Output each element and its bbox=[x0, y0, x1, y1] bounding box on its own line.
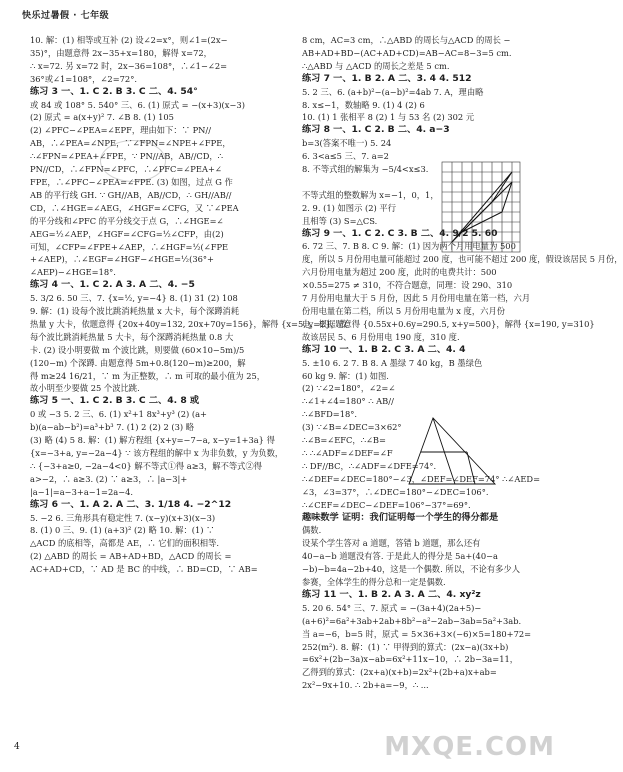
left-line: 8. (1) 0 三、9. (1) (a+3)² (2) 略 10. 解：(1) ∵ bbox=[30, 525, 215, 536]
right-line: ∴∠BFD=18°. bbox=[302, 409, 358, 420]
right-line: ∴△ABD 与 △ACD 的周长之差是 5 cm. bbox=[302, 60, 450, 71]
right-line: 40−a−b 道题没有答. 于是此人的得分是 5a+(40−a bbox=[302, 551, 498, 562]
right-line: 5. 20 6. 54° 三、7. 原式 = −(3a+4)(2a+5)− bbox=[302, 602, 482, 613]
left-line: 练习 6 一、1. A 2. A 二、3. 1/18 4. −2^12 bbox=[30, 498, 232, 510]
left-line: (120−m) 个深蹲. 由题意得 5m+0.8(120−m)≥200，解 bbox=[30, 357, 246, 368]
right-line: ∴∠B=∠EFC，∴∠B= bbox=[302, 435, 386, 446]
right-line: 8. x≤−1，数轴略 9. (1) 4 (2) 6 bbox=[302, 99, 425, 110]
right-line: 练习 8 一、1. C 2. B 二、4. a−3 bbox=[302, 124, 450, 136]
right-line: ∴∠DEF=∠DEC=180°−∠3，∠DEF=∠DEF=74° ∴∠AED= bbox=[302, 473, 541, 484]
left-line: ∠AEP)−∠HGE=18°. bbox=[30, 267, 116, 278]
right-line: 参赛，全体学生的得分总和一定是偶数. bbox=[302, 577, 446, 588]
right-line: 六月份用电量为超过 200 度，此时的电费共计：500 bbox=[302, 267, 497, 278]
right-line: b=3(答案不唯一) 5. 24 bbox=[302, 138, 392, 149]
right-line: 8 cm，AC=3 cm，∴△ABD 的周长与△ACD 的周长 − bbox=[302, 35, 511, 45]
left-line: (3) 略 (4) 5 8. 解：(1) 解方程组 {x+y=−7−a, x−y=1+3a} 得 bbox=[30, 435, 275, 446]
left-line: AC+AD+CD，∵ AD 是 BC 的中线，∴ BD=CD，∵ AB= bbox=[30, 564, 258, 575]
left-line: a>−2，∴ a≥3. (2) ∵ a≥3，∴ |a−3|+ bbox=[30, 473, 188, 484]
left-line: PN//CD，∴∠FPN=∠PFC，∴∠PFC=∠PEA+∠ bbox=[30, 164, 222, 175]
right-line: 偶数. bbox=[302, 525, 322, 536]
left-line: AB 的平行线 GH. ∵ GH//AB，AB//CD，∴ GH//AB// bbox=[30, 189, 232, 200]
left-line: 练习 3 一、1. C 2. B 3. C 二、4. 54° bbox=[30, 85, 198, 97]
right-line: 乙得到的算式：(2x+a)(x+b)=2x²+(2b+a)x+ab= bbox=[302, 667, 497, 678]
left-line: (2) 原式 = a(x+y)² 7. ∠B 8. (1) 105 bbox=[30, 112, 174, 123]
left-line: ∴ {−3+a≥0, −2a−4<0} 解不等式①得 a≥3，解不等式②得 bbox=[30, 460, 263, 471]
right-line: 故该居民 5、6 月份用电 190 度，310 度. bbox=[302, 331, 460, 342]
right-line: 且相等 (3) S=△CS. bbox=[302, 215, 378, 226]
right-line: 当 a=−6，b=5 时，原式 = 5×36+3×(−6)×5=180+72= bbox=[302, 628, 532, 639]
left-line: b)(a−ab−b²)=a³+b³ 7. (1) 2 (2) 2 (3) 略 bbox=[30, 422, 195, 433]
right-line: ∴∠1+∠4=180° ∴ AB// bbox=[302, 396, 394, 407]
right-line: 5. ±10 6. 2 7. B 8. A 墨绿 7 40 kg，B 墨绿色 bbox=[302, 357, 483, 368]
left-line: AEG=½∠AEP，∠HGF=∠CFG=½∠CFP，由(2) bbox=[30, 228, 224, 239]
left-line: {x=−3+a, y=−2a−4} ∵ 该方程组的解中 x 为非负数，y 为负数， bbox=[30, 448, 284, 458]
right-line: 练习 9 一、1. C 2. C 3. B 二、4. 9/2 5. 60 bbox=[302, 227, 498, 239]
right-line: 不等式组的整数解为 x=−1，0，1， bbox=[302, 189, 439, 200]
left-line: AB，∴∠PEA=∠NPE，∵∠FPN=∠NPE+∠FPE， bbox=[30, 138, 231, 149]
grid-figure bbox=[440, 160, 522, 258]
left-line: △ACD 的底相等，高都是 AE，∴ 它们的面积相等. bbox=[30, 538, 220, 549]
right-line: 252(m²). 8. 解：(1) ∵ 甲得到的算式：(2x−a)(3x+b) bbox=[302, 641, 509, 652]
left-line: 5. −2 6. 三角形具有稳定性 7. (x−y)(x+3)(x−3) bbox=[30, 512, 216, 523]
right-line: 电，根据题意得 {0.55x+0.6y=290.5, x+y=500}，解得 {x=190, y=310} bbox=[302, 318, 595, 329]
left-line: 练习 5 一、1. C 2. B 3. C 二、4. 8 或 bbox=[30, 395, 200, 407]
right-line: ×0.55=275 ≠ 310，不符合题意，同理：设 290、310 bbox=[302, 280, 513, 291]
page-number: 4 bbox=[14, 742, 20, 752]
left-line: 9. 解：(1) 设每个波比跳消耗热量 x 大卡，每个深蹲消耗 bbox=[30, 306, 240, 317]
right-line: ∠3，∠3=37°，∴∠DEC=180°−∠DEC=106°. bbox=[302, 486, 489, 497]
left-line: +∠AEP)，∴∠EGF=∠HGF−∠HGE=½(36°+ bbox=[30, 254, 214, 265]
left-line: 0 或 −3 5. 2 三、6. (1) x²+1 8x³+y³ (2) (a+ bbox=[30, 409, 208, 420]
left-line: (2) ∠PFC−∠PEA=∠EPF，理由如下：∵ PN// bbox=[30, 125, 212, 136]
left-line: 得 m≥24 16/21，∵ m 为正整数，∴ m 可取的最小值为 25， bbox=[30, 370, 266, 381]
right-line: 60 kg 9. 解：(1) 如图. bbox=[302, 370, 389, 381]
right-line: 度，所以 5 月份用电量可能超过 200 度，也可能不超过 200 度，假设该居民 5 月份， bbox=[302, 254, 623, 265]
left-line: 可知，∠CFP=∠FPE+∠AEP，∴∠HGF=½(∠FPE bbox=[30, 241, 229, 252]
right-line: 10. (1) 1 张相平 8 (2) 1 与 53 名 (2) 302 元 bbox=[302, 112, 475, 123]
left-line: FPE，∴∠PFC−∠PEA=∠FPE. (3) 如图，过点 G 作 bbox=[30, 176, 233, 187]
right-line: 趣味数学 证明：我们证明每一个学生的得分都是 bbox=[302, 511, 499, 523]
right-line: 6. 3<a≤5 三、7. a=2 bbox=[302, 151, 389, 162]
right-line: 8. 不等式组的解集为 −5/4<x≤3. bbox=[302, 164, 429, 175]
left-line: 35)°，由题意得 2x−35+x=180，解得 x=72， bbox=[30, 47, 212, 58]
left-line: 每个波比跳消耗热量 5 大卡，每个深蹲消耗热量 0.8 大 bbox=[30, 331, 234, 342]
left-line: 10. 解：(1) 相等或互补 (2) 设∠2=x°，则∠1=(2x− bbox=[30, 35, 228, 45]
right-line: 5. 2 三、6. (a+b)²−(a−b)²=4ab 7. A，理由略 bbox=[302, 86, 484, 97]
left-line: |a−1|=a−3+a−1=2a−4. bbox=[30, 486, 134, 497]
right-line: ∴ DF//BC，∴∠ADF=∠DFE=74°. bbox=[302, 460, 437, 471]
left-line: 的平分线和∠PFC 的平分线交于点 G，∴∠HGE=∠ bbox=[30, 215, 224, 226]
triangle-figure bbox=[405, 412, 501, 492]
left-line: ∴∠FPN=∠PEA+∠FPE，∵ PN//AB，AB//CD，∴ bbox=[30, 151, 223, 162]
right-line: ∴∠CEF=∠DEC−∠DEF=106°−37°=69°. bbox=[302, 499, 471, 510]
left-line: (2) △ABD 的周长 = AB+AD+BD，△ACD 的周长 = bbox=[30, 551, 232, 562]
stamp-mark bbox=[100, 140, 166, 182]
left-line: 或 84 或 108° 5. 540° 三、6. (1) 原式 = −(x+3)(x−3) bbox=[30, 99, 245, 110]
right-line: 7 月份用电量大于 5 月份，因此 5 月份用电量在第一档，六月 bbox=[302, 293, 531, 304]
right-line: 份用电量在第二档，所以 5 月份用电量为 x 度，六月份 bbox=[302, 306, 506, 317]
right-line: AB+AD+BD−(AC+AD+CD)=AB−AC=8−3=5 cm. bbox=[302, 47, 512, 58]
left-line: 练习 4 一、1. C 2. A 3. A 二、4. −5 bbox=[30, 279, 195, 291]
right-line: (2) ∵∠2=180°，∠2=∠ bbox=[302, 383, 396, 394]
left-line: 热量 y 大卡，依题意得 {20x+40y=132, 20x+70y=156}，解得 {x=5, y=2}，故 bbox=[30, 318, 348, 329]
left-line: 5. 3/2 6. 50 三、7. {x=½, y=−4} 8. (1) 31 (2) 108 bbox=[30, 293, 238, 304]
left-line: 卡. (2) 设小明要做 m 个波比跳，则要做 (60×10−5m)/5 bbox=[30, 344, 245, 355]
right-line: (3) ∵∠B=∠DEC=3×62° bbox=[302, 422, 402, 433]
right-line: ∴ ∴∠ADF=∠DEF=∠F bbox=[302, 447, 393, 458]
right-line: 练习 7 一、1. B 2. A 二、3. 4 4. 512 bbox=[302, 72, 472, 84]
left-line: ∴ x=72. 另 x=72 时，2x−36=108°，∴∠1−∠2= bbox=[30, 60, 228, 71]
right-line: −b)−b=4a−2b+40，这是一个偶数. 所以，不论有多少人 bbox=[302, 564, 521, 575]
right-line: 2x²−9x+10. ∴ 2b+a=−9，∴ ... bbox=[302, 680, 429, 691]
left-line: 36°或∠1=108°，∠2=72°. bbox=[30, 73, 137, 84]
right-line: =6x²+(2b−3a)x−ab=6x²+11x−10，∴ 2b−3a=11， bbox=[302, 654, 519, 665]
right-line: 练习 11 一、1. B 2. A 3. A 二、4. xy²z bbox=[302, 588, 481, 600]
page-header: 快乐过暑假 · 七年级 bbox=[22, 11, 110, 21]
right-line: (a+6)²=6a²+3ab+2ab+8b²−a²−2ab−3ab=5a²+3ab. bbox=[302, 615, 522, 626]
right-column bbox=[302, 34, 623, 692]
left-line: 故小明至少要做 25 个波比跳. bbox=[30, 383, 140, 394]
watermark: MXQE.COM bbox=[384, 732, 555, 762]
left-line: CD，∴∠HGE=∠AEG，∠HGF=∠CFG，又 ∵∠PEA bbox=[30, 202, 239, 213]
right-line: 设某个学生答对 a 道题，答错 b 道题，那么还有 bbox=[302, 538, 481, 549]
right-line: 6. 72 三、7. B 8. C 9. 解：(1) 因为两个月用电量为 500 bbox=[302, 241, 516, 252]
right-line: 练习 10 一、1. B 2. C 3. A 二、4. 4 bbox=[302, 343, 466, 355]
right-line: 2. 9. (1) 如图示 (2) 平行 bbox=[302, 202, 397, 213]
